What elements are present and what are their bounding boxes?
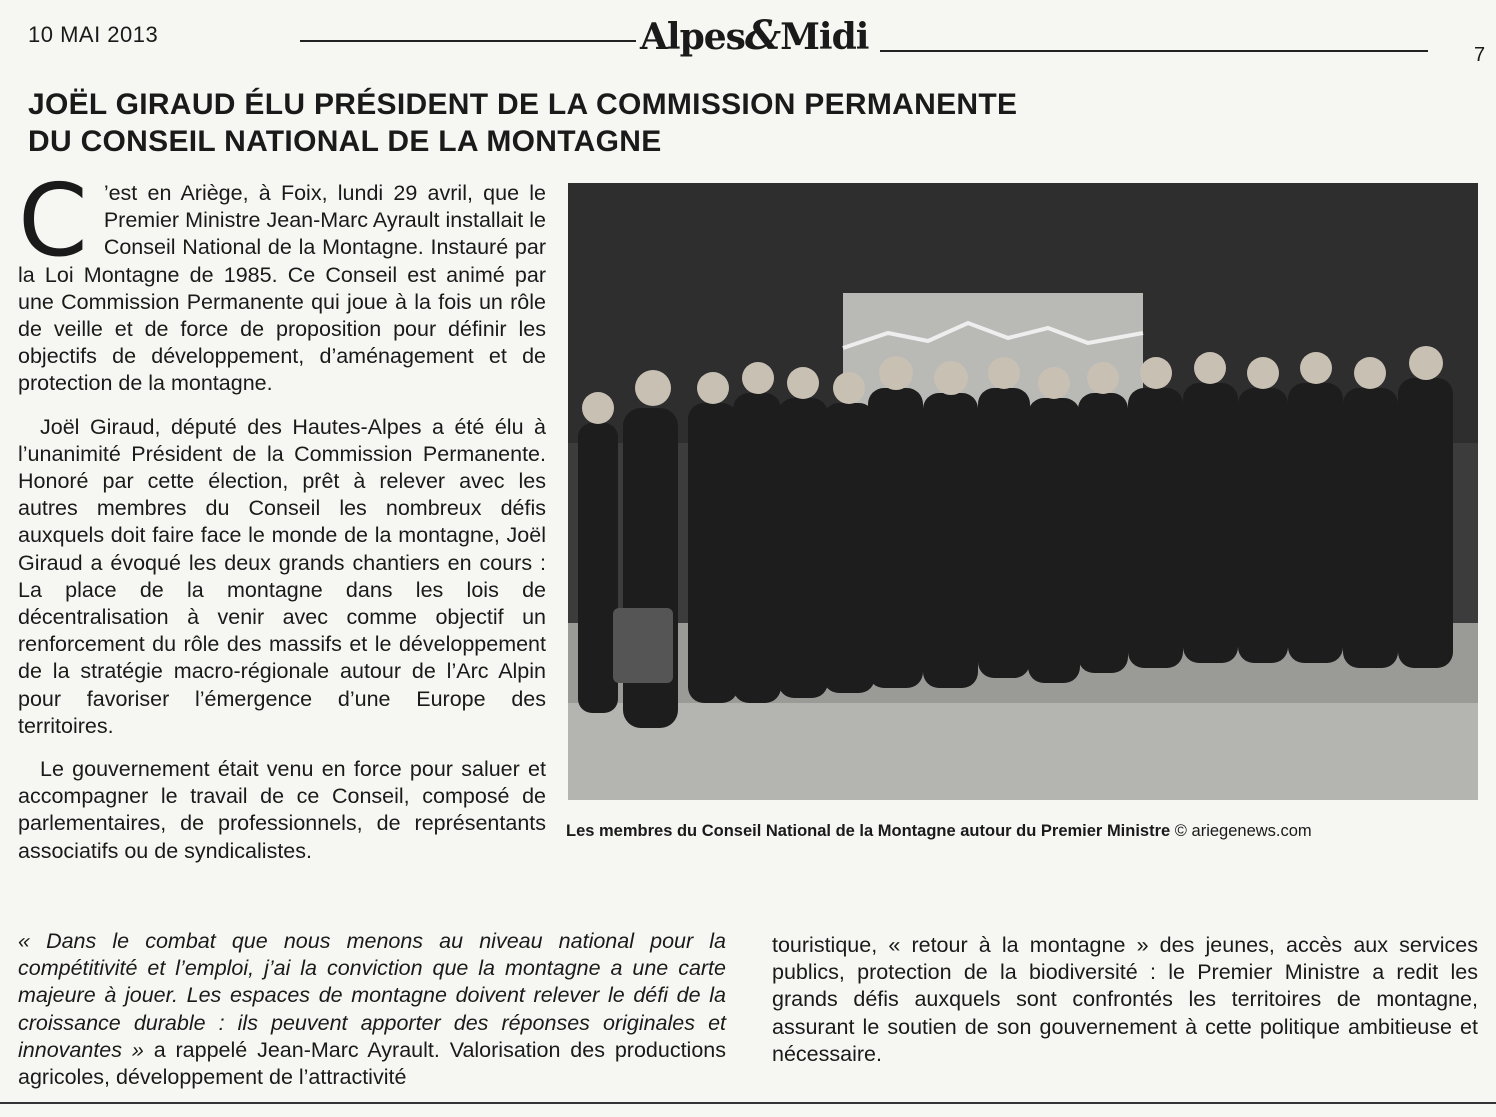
quote-paragraph <box>18 928 726 1091</box>
caption-credit: © ariegenews.com <box>1170 822 1312 840</box>
article-column-right: touristique, « retour à la montagne » des jeunes, accès aux services publics, protection de la biodiversité : le Premier Ministre a redit les grands défis auxquels sont confrontés les territoires de montagne, assurant le soutien de son gouvernement à cette politique ambitieuse et nécessaire. <box>772 933 1478 1066</box>
paragraph-1 <box>18 162 546 398</box>
headline-line-1: JOËL GIRAUD ÉLU PRÉSIDENT DE LA COMMISSION PERMANENTE <box>28 88 1018 121</box>
photo-caption <box>566 822 1486 841</box>
paragraph-3: Le gouvernement était venu en force pour saluer et accompagner le travail de ce Conseil, composé de parlementaires, de professionnels, de représentants associatifs ou de syndicalistes. <box>18 757 546 863</box>
photo-illustration <box>568 183 1478 800</box>
article-headline <box>28 86 1108 160</box>
article-column-left <box>18 162 546 865</box>
paragraph-1-text: ’est en Ariège, à Foix, lundi 29 avril, que le Premier Ministre Jean-Marc Ayrault installait le Conseil National de la Montagne. Instauré par la Loi Montagne de 1985. Ce Conseil est animé par une Commission Permanente qui joue à la fois un rôle de veille et de force de proposition pour définir les objectifs de développement, d’aménagement et de protection de la montagne. <box>18 181 546 396</box>
masthead-alpes: Alpes <box>640 16 745 58</box>
masthead-ampersand: & <box>744 12 781 59</box>
caption-text: Les membres du Conseil National de la Montagne autour du Premier Ministre <box>566 822 1171 840</box>
quote-italic: « Dans le combat que nous menons au niveau national pour la compétitivité et l’emploi, j’ai la conviction que la montagne a une carte majeure à jouer. Les espaces de montagne doivent relever le défi de la croissance durable : ils peuvent apporter des réponses originales et innovantes » <box>18 929 726 1062</box>
drop-cap: C <box>18 162 88 279</box>
issue-date: 10 MAI 2013 <box>28 22 159 47</box>
header-rule-left <box>300 40 636 42</box>
bottom-rule <box>0 1102 1496 1104</box>
quote-attribution: a rappelé Jean-Marc Ayrault. Valorisation des productions agricoles, développement de l’attractivité <box>18 1037 726 1090</box>
headline-line-2: DU CONSEIL NATIONAL DE LA MONTAGNE <box>28 125 662 158</box>
masthead-logo <box>640 12 868 59</box>
page-number: 7 <box>1474 44 1486 66</box>
group-photo <box>568 183 1478 800</box>
masthead-midi: Midi <box>780 16 869 58</box>
paragraph-2: Joël Giraud, député des Hautes-Alpes a été élu à l’unanimité Président de la Commission Permanente. Honoré par cette élection, prêt à relever avec les autres membres du Conseil les nombreux défis auxquels doit faire face le monde de la montagne, Joël Giraud a évoqué les deux grands chantiers en cours : La place de la montagne dans les lois de décentralisation à venir avec comme objectif un renforcement du rôle des massifs et le développement de la stratégie macro-régionale autour de l’Arc Alpin pour favoriser l’émergence d’une Europe des territoires. <box>18 414 546 738</box>
header-rule-right <box>880 50 1428 52</box>
